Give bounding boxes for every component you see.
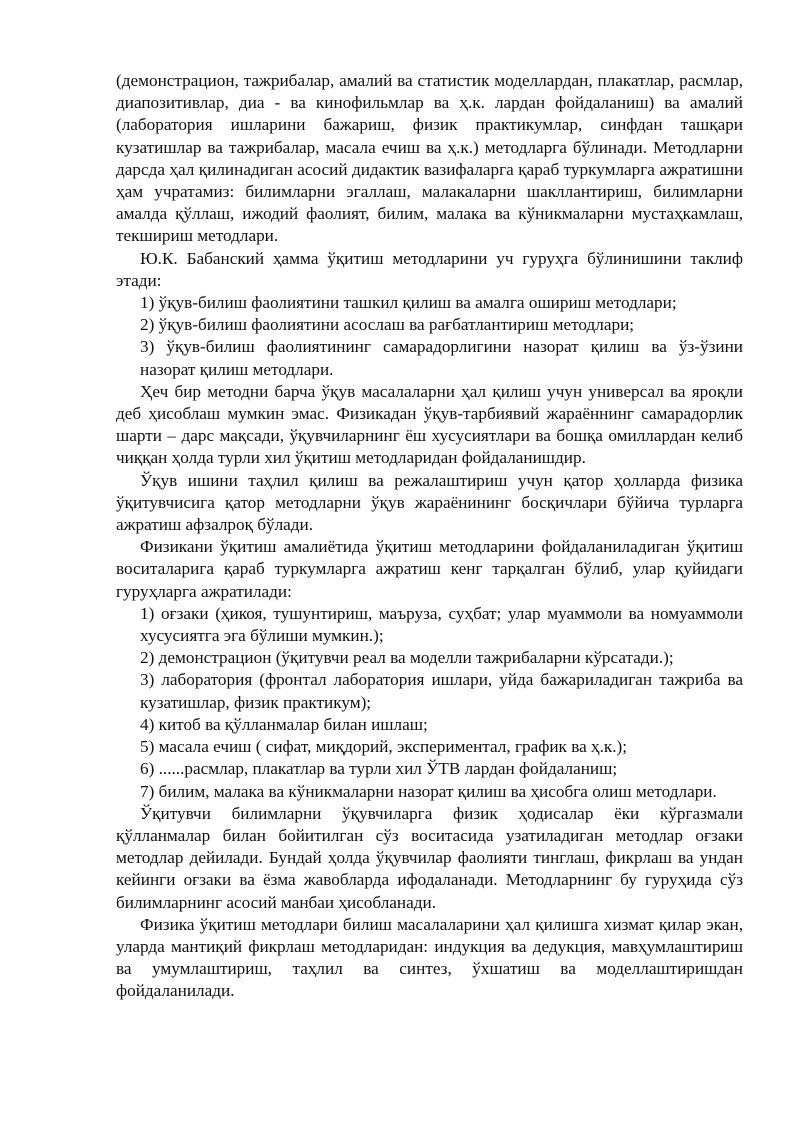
document-page	[116, 70, 743, 1003]
list-item: 4) китоб ва қўлланмалар билан ишлаш;	[140, 714, 428, 734]
list-item: 3) лаборатория (фронтал лаборатория ишлари, уйда бажариладиган тажриба ва кузатишлар, физик практикум);	[140, 670, 743, 712]
paragraph-methods-classification: (демонстрацион, тажрибалар, амалий ва статистик моделлардан, плакатлар, расмлар, диапозитивлар, диа - ва кинофильмлар ва ҳ.к. лардан фойдаланиш) ва амалий (лаборатория ишларини бажариш, физик практикумлар, синфдан ташқари кузатишлар ва тажрибалар, масала ечиш ва ҳ.к.) методларга бўлинади. Методларни дарсда ҳал қилинадиган асосий дидактик вазифаларга қараб туркумларга ажратишни ҳам учратамиз: билимларни эгаллаш, малакаларни шакллантириш, билимларни амалда қўллаш, ижодий фаолият, билим, малака ва кўникмаларни мустаҳкамлаш, текшириш методлари.	[116, 71, 743, 246]
list-item: 1) оғзаки (ҳикоя, тушунтириш, маъруза, суҳбат; улар муаммоли ва номуаммоли хусусиятга эга бўлиши мумкин.);	[140, 603, 743, 646]
teaching-methods-list	[116, 603, 743, 803]
babansky-groups-list	[116, 292, 743, 381]
paragraph-lesson-planning: Ўқув ишини таҳлил қилиш ва режалаштириш учун қатор ҳолларда физика ўқитувчисига қатор методларни ўқув жараёнининг босқичлари бўйича турларга ажратиш афзалроқ бўлади.	[116, 470, 743, 535]
paragraph-babansky-intro: Ю.К. Бабанский ҳамма ўқитиш методларини уч гуруҳга бўлинишини таклиф этади:	[116, 248, 743, 290]
list-item: 7) билим, малака ва кўникмаларни назорат қилиш ва ҳисобга олиш методлари.	[140, 781, 717, 801]
list-item: 1) ўқув-билиш фаолиятини ташкил қилиш ва амалга ошириш методлари;	[140, 293, 677, 313]
list-item: 2) ўқув-билиш фаолиятини асослаш ва рағбатлантириш методлари;	[140, 315, 635, 335]
paragraph-logical-thinking: Физика ўқитиш методлари билиш масалаларини ҳал қилишга хизмат қилар экан, уларда мантиқий фикрлаш методларидан: индукция ва дедукция, мавҳумлаштириш ва умумлаштириш, таҳлил ва синтез, ўхшатиш ва моделлаштиришдан фойдаланилади.	[116, 914, 743, 1001]
list-item: 3) ўқув-билиш фаолиятининг самарадорлигини назорат қилиш ва ўз-ўзини назорат қилиш методлари.	[140, 337, 743, 379]
paragraph-teaching-tools: Физикани ўқитиш амалиётида ўқитиш методларини фойдаланиладиган ўқитиш воситаларига қараб туркумларга ажратиш кенг тарқалган бўлиб, улар қуйидаги гуруҳларга ажратилади:	[116, 537, 743, 601]
paragraph-no-universal-method: Ҳеч бир методни барча ўқув масалаларни ҳал қилиш учун универсал ва яроқли деб ҳисоблаш мумкин эмас. Физикадан ўқув-тарбиявий жараённинг самарадорлик шарти – дарс мақсади, ўқувчиларнинг ёш хусусиятлари ва бошқа омиллардан келиб чиққан ҳолда турли хил ўқитиш методларидан фойдаланишдир.	[116, 381, 743, 468]
list-item: 6) ......расмлар, плакатлар ва турли хил ЎТВ лардан фойдаланиш;	[140, 759, 618, 779]
list-item: 2) демонстрацион (ўқитувчи реал ва моделли тажрибаларни кўрсатади.);	[140, 648, 674, 668]
paragraph-oral-methods: Ўқитувчи билимларни ўқувчиларга физик ҳодисалар ёки кўргазмали қўлланмалар билан бойитилган сўз воситасида узатиладиган методлар оғзаки методлар дейилади. Бундай ҳолда ўқувчилар фаолияти тинглаш, фикрлаш ва ундан кейинги оғзаки ва ёзма жавобларда ифодаланади. Методларнинг бу гуруҳида сўз билимларнинг асосий манбаи ҳисобланади.	[116, 803, 743, 912]
list-item: 5) масала ечиш ( сифат, миқдорий, экспериментал, график ва ҳ.к.);	[140, 737, 628, 757]
